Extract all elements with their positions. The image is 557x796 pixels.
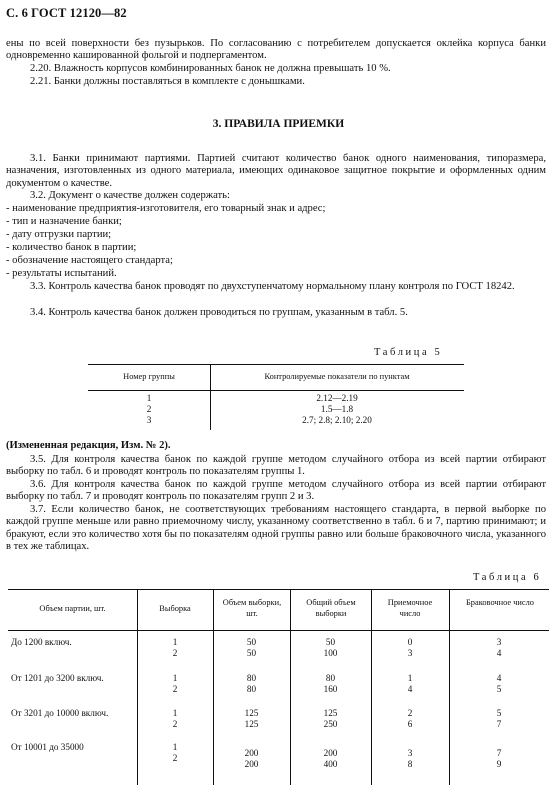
table6-header-rule	[8, 630, 549, 631]
table5-cell: 3	[146, 415, 152, 425]
list-item-4: - количество банок в партии;	[6, 242, 137, 253]
table6-lot-cell: От 10001 до 35000	[11, 742, 84, 752]
paragraph-3-3: 3.3. Контроль качества банок проводят по двухступенчатому нормальному плану контроля по ГОСТ 18242.	[30, 281, 515, 292]
table6-cell: 80	[325, 673, 336, 683]
table6-cell: 125	[323, 708, 338, 718]
paragraph-3-2: 3.2. Документ о качестве должен содержать:	[30, 190, 230, 201]
table5-top-rule	[88, 364, 464, 365]
table6-cell: 50	[246, 637, 257, 647]
list-item-6: - результаты испытаний.	[6, 268, 117, 279]
table6-header-reject: Браковочное число	[466, 598, 534, 607]
table6-cell: 50	[325, 637, 336, 647]
list-item-5: - обозначение настоящего стандарта;	[6, 255, 173, 266]
table6-cell: 4	[496, 648, 502, 658]
paragraph-2-21: 2.21. Банки должны поставляться в комплекте с донышками.	[30, 76, 305, 87]
table5-cell: 2.7; 2.8; 2.10; 2.20	[302, 415, 372, 425]
paragraph-3-7: 3.7. Если количество банок, не соответствующих требованиям настоящего стандарта, в первой выборке по каждой группе меньше или равно приемочному числу, указанному соответственно в табл. 6 и 7, партию принимают; и бракуют, если это количество хотя бы по показателям одной группы равно или больше браковочного числа, указанного в тех же таблицах.	[6, 504, 546, 553]
table6-header-lot: Объем партии, шт.	[39, 604, 106, 613]
table6-cell: 1	[172, 708, 178, 718]
paragraph-3-4: 3.4. Контроль качества банок должен проводиться по группам, указанным в табл. 5.	[30, 307, 408, 318]
table5-caption: Таблица 5	[374, 347, 443, 358]
paragraph-2-20: 2.20. Влажность корпусов комбинированных банок не должна превышать 10 %.	[30, 63, 391, 74]
table6-cell: 5	[496, 708, 502, 718]
table6-cell: 100	[323, 648, 338, 658]
table6-cell: 50	[246, 648, 257, 658]
paragraph-top-1: ены по всей поверхности без пузырьков. По согласованию с потребителем допускается оклейка корпуса банки одновременно кашированной фольгой и подпергаментом.	[6, 38, 546, 62]
table6-cell: 2	[172, 753, 178, 763]
table6-cell: 0	[407, 637, 413, 647]
table5-header-group: Номер группы	[123, 372, 175, 381]
table6-cell: 2	[172, 648, 178, 658]
table6-cell: 80	[246, 673, 257, 683]
table6-lot-cell: До 1200 включ.	[11, 637, 72, 647]
table6-cell: 125	[244, 719, 259, 729]
table5-header-items: Контролируемые показатели по пунктам	[264, 372, 410, 381]
table6-lot-cell: От 1201 до 3200 включ.	[11, 673, 104, 683]
table5-cell: 1.5—1.8	[320, 404, 354, 414]
table6-cell: 160	[323, 684, 338, 694]
table6-cell: 200	[244, 748, 259, 758]
list-item-2: - тип и назначение банки;	[6, 216, 122, 227]
table6-cell: 250	[323, 719, 338, 729]
table6-cell: 400	[323, 759, 338, 769]
paragraph-3-1: 3.1. Банки принимают партиями. Партией считают количество банок одного наименования, типоразмера, назначения, изготовленных из одного материала, имеющих одинаковое защитное покрытие и оформленных одним документом о качестве.	[6, 153, 546, 189]
paragraph-3-5: 3.5. Для контроля качества банок по каждой группе методом случайного отбора из всей партии отбирают выборку по табл. 6 и проводят контроль по показателям группы 1.	[6, 454, 546, 478]
table6-cell: 200	[244, 759, 259, 769]
table6-cell: 1	[407, 673, 413, 683]
table6-cell: 4	[407, 684, 413, 694]
table6-cell: 4	[496, 673, 502, 683]
table6-header-accept: Приемочное число	[387, 598, 433, 618]
list-item-1: - наименование предприятия-изготовителя, его товарный знак и адрес;	[6, 203, 326, 214]
table6-cell: 200	[323, 748, 338, 758]
table5-cell: 2.12—2.19	[316, 393, 358, 403]
list-item-3: - дату отгрузки партии;	[6, 229, 112, 240]
table6-cell: 6	[407, 719, 413, 729]
revision-note: (Измененная редакция, Изм. № 2).	[6, 440, 171, 451]
table5-header-rule	[88, 390, 464, 391]
table6-top-rule	[8, 589, 549, 590]
paragraph-3-6: 3.6. Для контроля качества банок по каждой группе методом случайного отбора из всей партии отбирают выборку по табл. 7 и проводят контроль по показателям групп 2 и 3.	[6, 479, 546, 503]
table6-cell: 3	[407, 648, 413, 658]
table6-cell: 2	[407, 708, 413, 718]
page-header: С. 6 ГОСТ 12120—82	[6, 6, 127, 20]
table6-cell: 1	[172, 742, 178, 752]
table6-cell: 2	[172, 719, 178, 729]
section-title: 3. ПРАВИЛА ПРИЕМКИ	[212, 118, 345, 130]
table5-cell: 2	[146, 404, 152, 414]
table6-cell: 3	[407, 748, 413, 758]
table5-cell: 1	[146, 393, 152, 403]
table6-caption: Таблица 6	[473, 572, 542, 583]
table6-cell: 8	[407, 759, 413, 769]
table6-cell: 125	[244, 708, 259, 718]
table6-cell: 2	[172, 684, 178, 694]
table6-header-sample-size: Объем выборки, шт.	[222, 598, 282, 618]
table6-cell: 1	[172, 637, 178, 647]
table6-cell: 9	[496, 759, 502, 769]
table6-cell: 1	[172, 673, 178, 683]
table6-cell: 3	[496, 637, 502, 647]
table6-header-sample: Выборка	[159, 604, 191, 613]
table6-cell: 5	[496, 684, 502, 694]
table6-lot-cell: От 3201 до 10000 включ.	[11, 708, 109, 718]
table6-cell: 80	[246, 684, 257, 694]
table6-cell: 7	[496, 748, 502, 758]
table6-header-total: Общий объем выборки	[306, 598, 356, 618]
table6-cell: 7	[496, 719, 502, 729]
